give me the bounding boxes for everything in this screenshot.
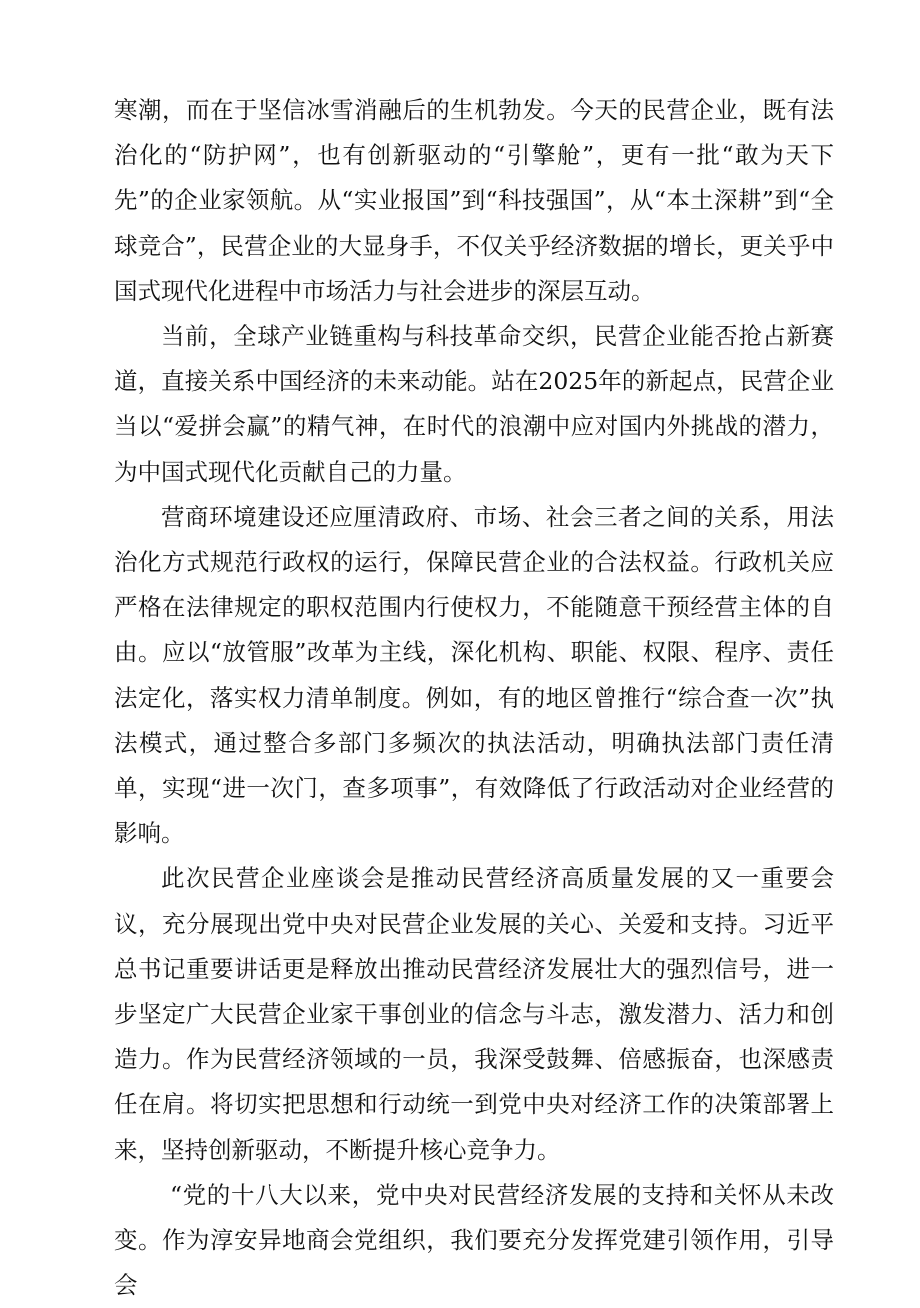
paragraph-4: 此次民营企业座谈会是推动民营经济高质量发展的又一重要会议，充分展现出党中央对民营企业发展的关心、关爱和支持。习近平总书记重要讲话更是释放出推动民营经济发展壮大的强烈信号，进一步坚定广大民营企业家干事创业的信念与斗志，激发潜力、活力和创造力。作为民营经济领域的一员，我深受鼓舞、倍感振奋，也深感责任在肩。将切实把思想和行动统一到党中央对经济工作的决策部署上来，坚持创新驱动，不断提升核心竞争力。 <box>114 864 834 1164</box>
paragraph-5: “党的十八大以来，党中央对民营经济发展的支持和关怀从未改变。作为淳安异地商会党组织，我们要充分发挥党建引领作用，引导会 <box>114 1180 834 1300</box>
paragraph-3: 营商环境建设还应厘清政府、市场、社会三者之间的关系，用法治化方式规范行政权的运行，保障民营企业的合法权益。行政机关应严格在法律规定的职权范围内行使权力，不能随意干预经营主体的自由。应以“放管服”改革为主线，深化机构、职能、权限、程序、责任法定化，落实权力清单制度。例如，有的地区曾推行“综合查一次”执法模式，通过整合多部门多频次的执法活动，明确执法部门责任清单，实现“进一次门，查多项事”，有效降低了行政活动对企业经营的影响。 <box>114 502 834 848</box>
paragraph-2: 当前，全球产业链重构与科技革命交织，民营企业能否抢占新赛道，直接关系中国经济的未来动能。站在2025年的新起点，民营企业当以“爱拼会赢”的精气神，在时代的浪潮中应对国内外挑战的潜力，为中国式现代化贡献自己的力量。 <box>114 322 834 486</box>
paragraph-1: 寒潮，而在于坚信冰雪消融后的生机勃发。今天的民营企业，既有法治化的“防护网”，也有创新驱动的“引擎舱”，更有一批“敢为天下先”的企业家领航。从“实业报国”到“科技强国”，从“本土深耕”到“全球竞合”，民营企业的大显身手，不仅关乎经济数据的增长，更关乎中国式现代化进程中市场活力与社会进步的深层互动。 <box>114 96 834 305</box>
document-body <box>114 88 834 1308</box>
